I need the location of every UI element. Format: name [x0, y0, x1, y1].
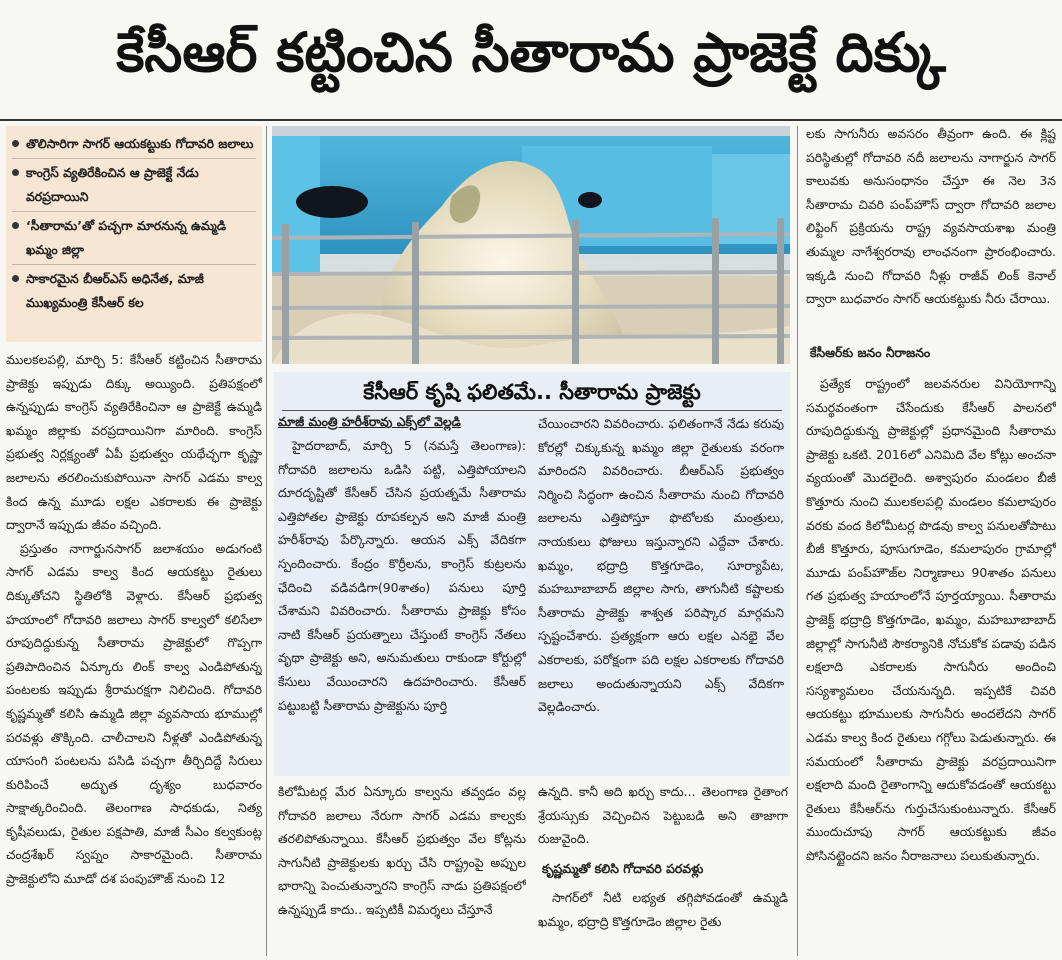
section-heading: కేసీఆర్‌కు జనం నీరాజనం: [810, 345, 931, 360]
bullet-icon: [12, 275, 19, 282]
page-headline: కేసీఆర్ కట్టించిన సీతారామ ప్రాజెక్టే దిక్కు: [116, 20, 946, 84]
highlight-item: [12, 267, 256, 317]
left-column-text: [6, 348, 262, 954]
paragraph: చేయించారని వివరించారు. ఫలితంగానే నేడు కరువు కోరల్లో చిక్కుకున్న ఖమ్మం జిల్లా రైతులకు వరంగా మారిందని వివరించారు. బీఆర్ఎస్ ప్రభుత్వం నిర్మించి సిద్ధంగా ఉంచిన సీతారామ నుంచి గోదావరి జలాలను ఎత్తిపోస్తూ ఫొటోలకు మంత్రులు, నాయకులు ఫోజులు ఇస్తున్నారని ఎద్దేవా చేశారు. ఖమ్మం, భద్రాద్రి కొత్తగూడెం, సూర్యాపేట, మహబూబాబాద్ జిల్లాల సాగు, తాగునీటి కష్టాలకు సీతారామ ప్రాజెక్టు శాశ్వత పరిష్కార మార్గమని స్పష్టంచేశారు. ప్రత్యక్షంగా ఆరు లక్షల ఎనభై వేల ఎకరాలకు, పరోక్షంగా పది లక్షల ఎకరాలకు గోదావరి జలాలు అందుతున్నాయని ఎక్స్ వేదికగా వెల్లడించారు.: [538, 416, 784, 715]
highlight-item: [12, 161, 256, 212]
paragraph: హైదరాబాద్, మార్చి 5 (నమస్తే తెలంగాణ): గోదావరి జలాలను ఒడిసి పట్టి, ఎత్తిపోయాలని దూరదృష్టితో కేసీఆర్ చేసిన ప్రయత్నమే సీతారామ ఎత్తిపోతల ప్రాజెక్టు రూపకల్పన అని మాజీ మంత్రి హరీశ్‌రావు పేర్కొన్నారు. ఆయన ఎక్స్ వేదికగా స్పందించారు. కేంద్రం కొర్రీలను, కాంగ్రెస్ కుట్రలను ఛేదించి వడివడిగా(90శాతం) పనులు పూర్తి చేశామని వివరించారు. సీతారామ ప్రాజెక్టు కోసం నాటి కేసీఆర్ ప్రయత్నాలు చేస్తుంటే కాంగ్రెస్ నేతలు వృథా ప్రాజెక్టు అని, అనుమతులు రాకుండా కోర్టుల్లో కేసులు వేయించారని ఉదహరించారు. కేసీఆర్ పట్టుబట్టి సీతారామ ప్రాజెక్టును పూర్తి: [278, 438, 526, 713]
highlights-box: [6, 126, 262, 342]
bullet-icon: [12, 222, 19, 229]
right-column-bottom: [806, 372, 1056, 956]
highlight-text: తొలిసారిగా సాగర్ ఆయకట్టుకు గోదావరి జలాలు: [26, 136, 254, 151]
bullet-icon: [12, 169, 19, 176]
mid-bottom-col2-top: [538, 780, 788, 852]
highlight-item: [12, 214, 256, 265]
related-story-divider: [282, 410, 782, 411]
related-story-col1: [278, 434, 526, 770]
section-heading: కృష్ణమ్మతో కలిసి గోదావరి పరవళ్లు: [542, 861, 704, 876]
related-story-title: కేసీఆర్ కృషి ఫలితమే.. సీతారామ ప్రాజెక్టు: [363, 380, 701, 404]
paragraph: లకు సాగునీరు అవసరం తీవ్రంగా ఉంది. ఈ క్లిష్ట పరిస్థితుల్లో గోదావరి నదీ జలాలను నాగార్జున సాగర్ కాలువకు అనుసంధానం చేస్తూ ఈ నెల 3న సీతారామ చివరి పంప్‌హౌస్ ద్వారా గోదావరి జలాల లిఫ్టింగ్ ప్రక్రియను రాష్ట్ర వ్యవసాయశాఖ మంత్రి తుమ్మల నాగేశ్వరరావు లాంఛనంగా ప్రారంభించారు. ఇక్కడి నుంచి గోదావరి నీళ్లు రాజీవ్ లింక్ కెనాల్ ద్వారా బుధవారం సాగర్ ఆయకట్టుకు నీరు చేరాయి.: [806, 126, 1056, 307]
mid-bottom-col1: [278, 780, 526, 956]
headline-divider: [0, 119, 1062, 121]
column-divider: [266, 126, 267, 956]
paragraph: ప్రత్యేక రాష్ట్రంలో జలవనరుల వినియోగాన్ని సమర్థవంతంగా చేసేందుకు కేసీఆర్ పాలనలో రూపుదిద్దుకున్న ప్రాజెక్టుల్లో ప్రధానమైంది సీతారామ ప్రాజెక్టు ఒకటి. 2016లో ఎనిమిది వేల కోట్లు అంచనా వ్యయంతో మొదలైంది. అశ్వాపురం మండలం బీజీ కొత్తూరు నుంచి ములకలపల్లి మండలం కమలాపురం వరకు వంద కిలోమీటర్ల పొడవు కాల్వ పనులతోపాటు బీజీ కొత్తూరు, పూసుగూడెం, కమలాపురం గ్రామాల్లో మూడు పంప్‌హౌజ్‌ల నిర్మాణాలు 90శాతం పనులు గత ప్రభుత్వ హయాంలోనే పూర్తయ్యాయి. సీతారామ ప్రాజెక్ట్ భద్రాద్రి కొత్తగూడెం, ఖమ్మం, మహబూబాబాద్ జిల్లాల్లో సాగునీటి సౌకర్యానికి నోచుకోక పడావు పడిన లక్షలాది ఎకరాలకు సాగునీరు అందించి సస్యశ్యామలం చేయనున్నది. ఇప్పటికే చివరి ఆయకట్టు భూములకు సాగునీరు అందలేదని సాగర్ ఎడమ కాల్వ కింద రైతులు గగ్గోలు పెడుతున్నారు. ఈ సమయంలో సీతారామ ప్రాజెక్టు వరప్రదాయినిగా లక్షలాది మంది రైతాంగాన్ని ఆదుకోవడంతో ఆయకట్టు రైతులు కేసీఆర్‌ను గుర్తుచేసుకుంటున్నారు. కేసీఆర్ ముందుచూపు సాగర్ ఆయకట్టుకు జీవం పోసినట్టైందని జనం నీరాజనాలు పలుకుతున్నారు.: [806, 376, 1056, 863]
column-divider: [797, 126, 798, 956]
related-story-col2: [538, 412, 784, 770]
highlight-text: సాకారమైన బీఆర్ఎస్ అధినేత, మాజీ ముఖ్యమంత్రి కేసీఆర్ కల: [26, 271, 204, 310]
paragraph: సాగర్‌లో నీటి లభ్యత తగ్గిపోవడంతో ఉమ్మడి ఖమ్మం, భద్రాద్రి కొత్తగూడెం జిల్లాల రైతు: [538, 890, 788, 929]
mid-bottom-col2-bottom: [538, 886, 788, 956]
right-column-top: [806, 122, 1056, 344]
highlight-item: [12, 132, 256, 159]
canal-image: [272, 126, 790, 364]
highlight-text: ‘సీతారామ’తో పచ్చగా మారనున్న ఉమ్మడి ఖమ్మం జిల్లా: [26, 218, 227, 257]
paragraph: ప్రస్తుతం నాగార్జునసాగర్ జలాశయం అడుగంటి సాగర్ ఎడమ కాల్వ కింద ఆయకట్టు రైతులు దిక్కుతోచని స్థితిలోకి వెళ్లారు. కేసీఆర్ ప్రభుత్వ హయాంలో గోదావరి జలాలు సాగర్ కాల్వలో కలిసేలా రూపుదిద్దుకున్న సీతారామ ప్రాజెక్టులో గొప్పగా ప్రతిపాదించిన ఏన్కూరు లింక్ కాల్వ ఎండిపోతున్న పంటలకు ఇప్పుడు శ్రీరామరక్షగా నిలిచింది. గోదావరి కృష్ణమ్మతో కలిసి ఉమ్మడి జిల్లా వ్యవసాయ భూముల్లో పరవళ్లు తొక్కింది. చాలీచాలని నీళ్లతో ఎండిపోతున్న యాసంగి పంటలను పసిడి పచ్చగా తీర్చిదిద్దే సిరులు కురిపించే అద్భుత దృశ్యం బుధవారం సాక్షాత్కరించింది. తెలంగాణ సాధకుడు, నిత్య కృషీవలుడు, రైతుల పక్షపాతి, మాజీ సీఎం కల్వకుంట్ల చంద్రశేఖర్ స్వప్నం సాకారమైంది. సీతారామ ప్రాజెక్టులోని మూడో దశ పంపుహౌజ్ నుంచి 12: [6, 540, 262, 887]
highlight-text: కాంగ్రెస్ వ్యతిరేకించిన ఆ ప్రాజెక్టే నేడు వరప్రదాయిని: [26, 165, 199, 204]
related-story-byline: మాజీ మంత్రి హరీశ్‌రావు ఎక్స్‌లో వెల్లడి: [278, 414, 461, 429]
bullet-icon: [12, 140, 19, 147]
highlights-list: [12, 132, 256, 317]
paragraph: ములకలపల్లి, మార్చి 5: కేసీఆర్ కట్టించిన సీతారామ ప్రాజెక్టు ఇప్పుడు దిక్కు అయ్యింది. ప్రతిపక్షంలో ఉన్నప్పుడు కాంగ్రెస్ వ్యతిరేకించినా ఆ ప్రాజెక్టే ఉమ్మడి ఖమ్మం జిల్లాకు వరప్రదాయినిగా మారింది. కాంగ్రెస్ ప్రభుత్వ నిర్లక్ష్యంతో ఏపీ ప్రభుత్వం యథేచ్ఛగా కృష్ణా జలాలను తరలించుకుపోయినా సాగర్ ఎడమ కాల్వ కింద ఉన్న మూడు లక్షల ఎకరాలకు ఈ ప్రాజెక్టు ద్వారానే ఇప్పుడు జీవం వచ్చింది.: [6, 352, 262, 533]
project-photo: [272, 126, 790, 364]
paragraph: ఉన్నది. కానీ అది ఖర్చు కాదు... తెలంగాణ రైతాంగ శ్రేయస్సుకు వెచ్చించిన పెట్టుబడి అని తాజాగా రుజువైంది.: [538, 784, 788, 847]
paragraph: కిలోమీటర్ల మేర ఏన్కూరు కాల్వను తవ్వడం వల్ల గోదావరి జలాలు నేరుగా సాగర్ ఎడమ కాల్వకు తరలిపోతున్నాయి. కేసీఆర్ ప్రభుత్వం వేల కోట్లను సాగునీటి ప్రాజెక్టులకు ఖర్చు చేసి రాష్ట్రంపై అప్పుల భారాన్ని పెంచుతున్నారని కాంగ్రెస్ నాడు ప్రతిపక్షంలో ఉన్నప్పుడే కాదు.. ఇప్పటికీ విమర్శలు చేస్తూనే: [278, 784, 526, 917]
